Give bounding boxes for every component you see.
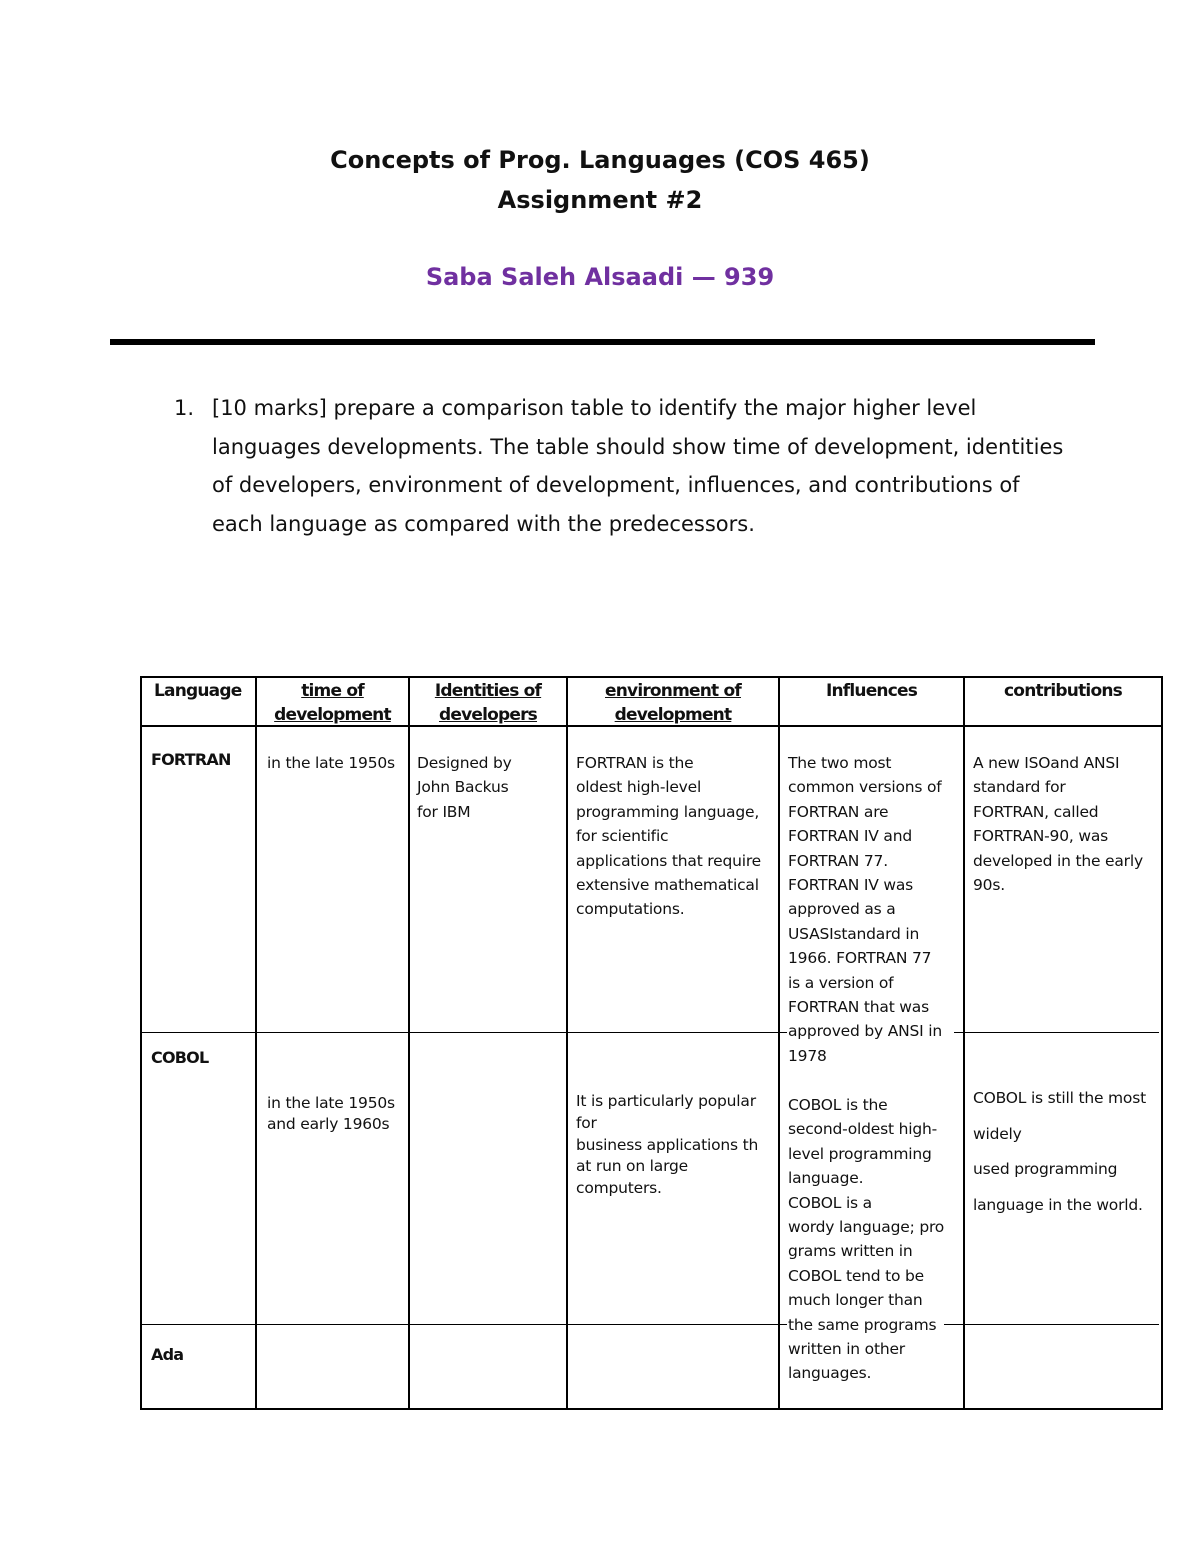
table-row-divider bbox=[142, 1032, 778, 1033]
table-row-divider bbox=[142, 1324, 778, 1325]
row-influences: COBOL is the second-oldest high- level programming language. COBOL is a wordy language; pro grams written in COBOL tend to be much longer than the same programs written in other languages. bbox=[788, 1096, 945, 1383]
table-column-divider bbox=[778, 678, 780, 1408]
horizontal-rule bbox=[110, 339, 1095, 345]
header-influences: Influences bbox=[825, 681, 918, 701]
table-row-divider bbox=[778, 1032, 787, 1033]
row-contributions: COBOL is still the most widely used programming language in the world. bbox=[973, 1089, 1146, 1214]
row-time: in the late 1950s and early 1960s bbox=[267, 1094, 395, 1133]
table-row-divider bbox=[963, 1324, 1159, 1325]
author-name: Saba Saleh Alsaadi — 939 bbox=[425, 263, 775, 291]
header-time: time of development bbox=[274, 681, 391, 725]
question-number: 1. bbox=[174, 396, 195, 420]
row-environment: It is particularly popular for business applications th at run on large computers. bbox=[576, 1092, 759, 1198]
row-environment: FORTRAN is the oldest high-level programming language, for scientific applications that require extensive mathematical computations. bbox=[576, 754, 762, 919]
row-contributions: A new ISOand ANSI standard for FORTRAN, called FORTRAN-90, was developed in the early 90s. bbox=[973, 754, 1143, 895]
header-contributions: contributions bbox=[1004, 681, 1122, 701]
table-column-divider bbox=[566, 678, 568, 1408]
document-title: Concepts of Prog. Languages (COS 465) bbox=[330, 146, 870, 174]
assignment-title: Assignment #2 bbox=[497, 186, 703, 214]
row-language: COBOL bbox=[151, 1048, 209, 1067]
row-influences: The two most common versions of FORTRAN are FORTRAN IV and FORTRAN 77. FORTRAN IV was approved as a USASIstandard in 1966. FORTRAN 77 is a version of FORTRAN that was approved by ANSI in 1978 bbox=[788, 754, 942, 1065]
row-time: in the late 1950s bbox=[267, 754, 395, 772]
row-identities: Designed by John Backus for IBM bbox=[417, 754, 512, 821]
question-text: [10 marks] prepare a comparison table to identify the major higher level languages developments. The table should show time of development, identities of developers, environment of development, influences, and contributions of each language as compared with the predecessors. bbox=[212, 396, 1064, 537]
table-column-divider bbox=[408, 678, 410, 1408]
header-language: Language bbox=[154, 681, 242, 701]
table-column-divider bbox=[963, 678, 965, 1408]
row-language: FORTRAN bbox=[151, 750, 231, 769]
table-column-divider bbox=[255, 678, 257, 1408]
header-identities: Identities of developers bbox=[434, 681, 542, 725]
question-item bbox=[174, 389, 1074, 544]
row-language: Ada bbox=[151, 1345, 184, 1364]
comparison-table bbox=[140, 676, 1163, 1410]
table-row-divider bbox=[778, 1324, 787, 1325]
table-row-divider bbox=[963, 1032, 1159, 1033]
header-environment: environment of development bbox=[605, 681, 741, 725]
